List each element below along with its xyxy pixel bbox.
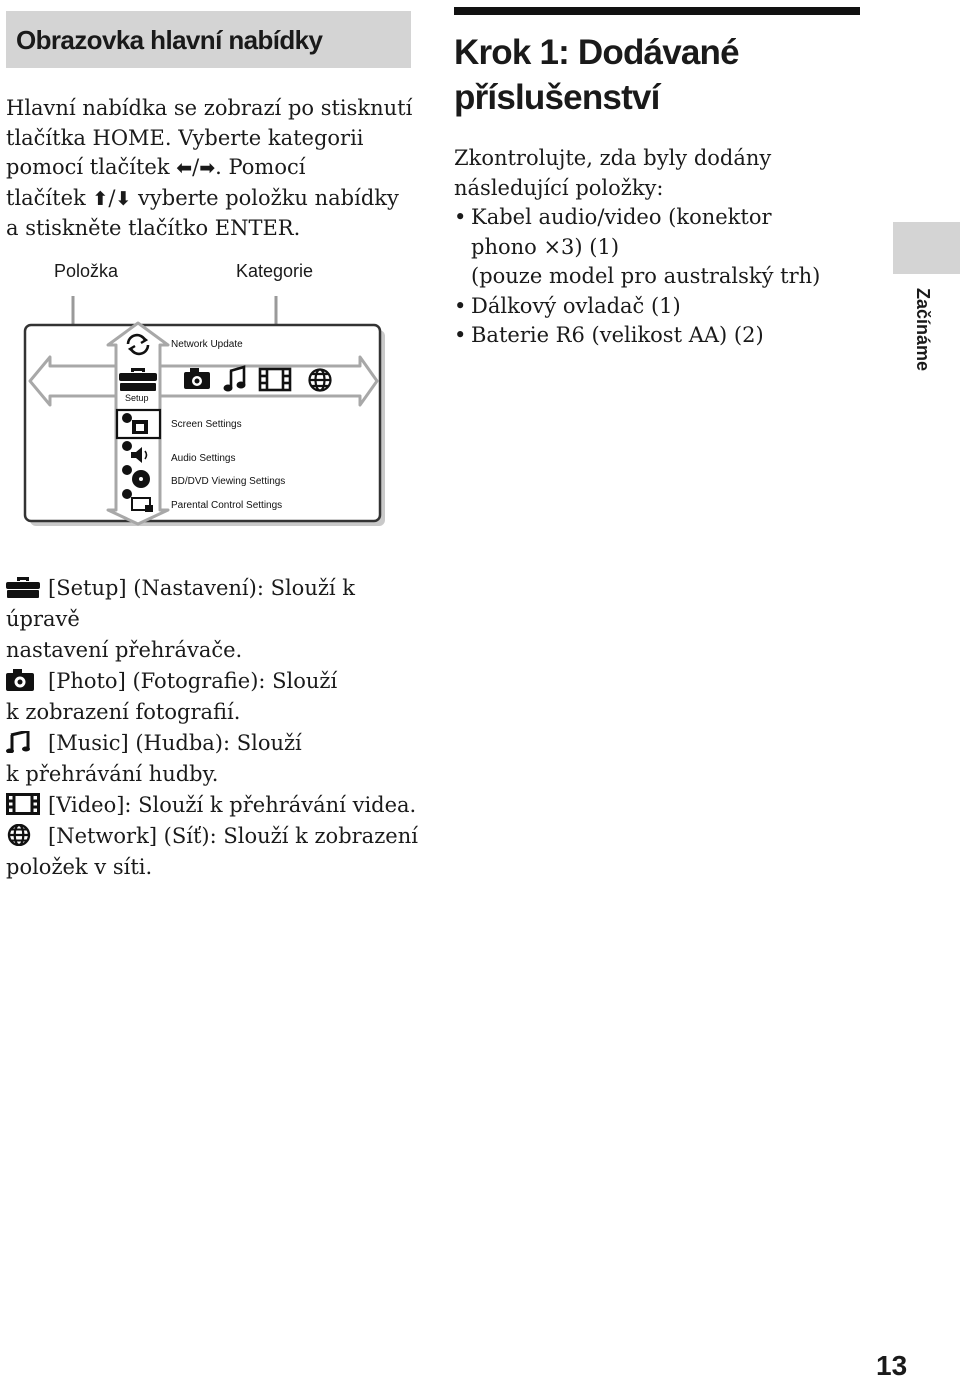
callout-category: Kategorie [236, 261, 314, 281]
accessories-section [454, 144, 874, 351]
arrow-down-icon: ⬇ [115, 187, 132, 210]
callout-item: Položka [54, 261, 119, 281]
list-item-text: phono ×3) (1) [471, 234, 620, 259]
list-item [454, 203, 874, 292]
slash: / [192, 155, 200, 179]
setup-icon [6, 576, 40, 598]
menu-item-bd-dvd: BD/DVD Viewing Settings [171, 476, 286, 487]
slash: / [108, 185, 116, 210]
intro-text: tlačítek [6, 185, 93, 210]
step-heading [454, 30, 874, 120]
category-text: nastavení přehrávače. [6, 638, 243, 662]
list-item [6, 821, 426, 883]
side-tab-text: Začínáme [913, 288, 933, 372]
section-heading-text: Obrazovka hlavní nabídky [16, 25, 323, 55]
category-text: k přehrávání hudby. [6, 762, 219, 786]
category-text: [Video]: Slouží k přehrávání videa. [48, 793, 417, 817]
list-item [6, 790, 426, 821]
network-icon [6, 824, 40, 846]
list-item [6, 728, 426, 790]
photo-icon [6, 669, 40, 691]
menu-item-parental: Parental Control Settings [171, 500, 283, 511]
page-number: 13 [876, 1350, 908, 1381]
video-icon [6, 793, 40, 815]
intro-line: a stiskněte tlačítko ENTER. [6, 216, 301, 240]
setup-label: Setup [125, 393, 149, 403]
intro-line: Hlavní nabídka se zobrazí po stisknutí [6, 96, 413, 120]
accessories-list [454, 203, 874, 351]
category-text: k zobrazení fotografií. [6, 700, 241, 724]
category-text: [Music] (Hudba): Slouží [48, 731, 302, 755]
list-item [454, 292, 874, 322]
step-heading-line: Krok 1: Dodávané [454, 33, 739, 72]
arrow-right-icon: ➡ [199, 157, 216, 179]
list-item-text: • Baterie R6 (velikost AA) (2) [471, 323, 764, 347]
side-tab-label [913, 288, 933, 372]
section-heading [6, 11, 411, 68]
step-heading-line: příslušenství [454, 78, 660, 117]
accessories-intro: následující položky: [454, 175, 664, 200]
category-list [6, 573, 426, 883]
list-item [6, 573, 426, 666]
category-text: [Photo] (Fotografie): Slouží [48, 669, 338, 693]
list-item-text: • Kabel audio/video (konektor [471, 205, 772, 229]
arrow-up-icon: ⬆ [92, 187, 109, 210]
menu-item-screen-settings: Screen Settings [171, 419, 242, 430]
arrow-left-icon: ⬅ [176, 157, 193, 179]
intro-text: vyberte položku nabídky [131, 185, 399, 210]
intro-line: tlačítka HOME. Vyberte kategorii [6, 125, 364, 150]
list-item-text: (pouze model pro australský trh) [471, 264, 821, 288]
music-icon [6, 731, 40, 753]
intro-line [6, 184, 416, 215]
intro-text: pomocí tlačítek [6, 155, 177, 179]
intro-text: . Pomocí [215, 155, 306, 179]
intro-line [6, 153, 416, 184]
list-item-text: • Dálkový ovladač (1) [471, 293, 681, 318]
accessories-intro: Zkontrolujte, zda byly dodány [454, 146, 772, 170]
list-item [454, 321, 874, 351]
category-text: položek v síti. [6, 855, 153, 879]
category-text: [Setup] (Nastavení): Slouží k úpravě [6, 576, 356, 631]
intro-paragraph [6, 94, 416, 244]
category-text: [Network] (Síť): Slouží k zobrazení [48, 824, 418, 848]
menu-item-audio-settings: Audio Settings [171, 453, 236, 464]
heading-rule [454, 7, 860, 15]
list-item [6, 666, 426, 728]
network-update-label: Network Update [171, 339, 243, 350]
side-tab [893, 222, 960, 274]
home-menu-diagram [22, 290, 387, 530]
